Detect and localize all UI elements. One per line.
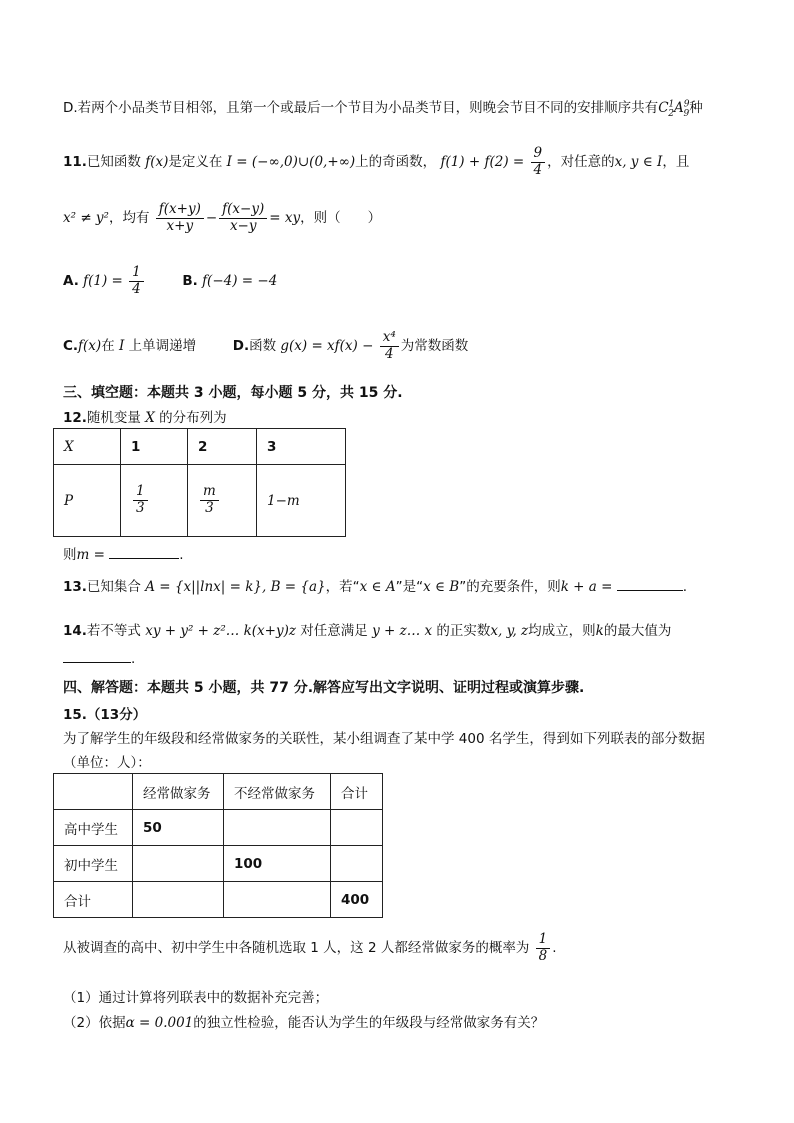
q12-number: 12. <box>63 410 87 426</box>
q12-stem: 12.随机变量 X 的分布列为 <box>63 410 227 426</box>
q15-table-cell <box>224 810 331 846</box>
q12-table-cell: 1 <box>121 429 188 465</box>
table-row <box>54 882 383 918</box>
q12-answer-blank[interactable] <box>109 558 179 559</box>
q14-stem: 14.若不等式 xy + y² + z²… k(x+y)z 对任意满足 y + z… x 的正实数x, y, z均成立，则k的最大值为 <box>63 623 672 639</box>
q15-table-cell <box>331 810 383 846</box>
q12-table-cell <box>121 465 188 537</box>
q15-table-cell <box>133 882 224 918</box>
q11-option-a-label: A. <box>63 273 79 290</box>
q11-sum-fraction: $\frac{9}{4}$ <box>531 146 546 178</box>
q15-table-header: 合计 <box>331 774 383 810</box>
q10-option-d-combination: $C^1_2A^9_9$ <box>658 99 690 119</box>
q15-part1: （1）通过计算将列联表中的数据补充完善； <box>63 990 329 1006</box>
section-4-title: 四、解答题：本题共 5 小题，共 77 分.解答应写出文字说明、证明过程或演算步骤. <box>63 680 585 696</box>
q15-table-cell <box>133 846 224 882</box>
q14-answer-line: . <box>63 651 135 667</box>
q11-fraction-2: $\frac{f(x-y)}{x-y}$ <box>219 202 267 234</box>
q15-table-cell <box>224 882 331 918</box>
table-row <box>54 774 383 810</box>
q15-intro-line2: （单位：人）： <box>63 755 151 771</box>
q11-option-c-label: C. <box>63 338 79 355</box>
q11-option-d-label: D. <box>232 338 250 355</box>
q12-table-cell: P <box>54 465 121 537</box>
q15-table-header: 经常做家务 <box>133 774 224 810</box>
q12-p1-fraction: $\frac{1}{3}$ <box>133 484 148 516</box>
q15-part2: （2）依据α = 0.001的独立性检验，能否认为学生的年级段与经常做家务有关？ <box>63 1015 545 1031</box>
q12-distribution-table <box>53 428 346 537</box>
q15-table-cell: 400 <box>331 882 383 918</box>
q15-table-cell: 100 <box>224 846 331 882</box>
q15-intro-line1: 为了解学生的年级段和经常做家务的关联性，某小组调查了某中学 400 名学生，得到如下列联表的部分数据 <box>63 731 705 747</box>
q14-answer-blank[interactable] <box>63 662 131 663</box>
q11-option-d-fraction: $\frac{\text{x⁴}}{4}$ <box>380 330 399 362</box>
q10-option-d <box>63 96 703 119</box>
q11-option-a-fraction: $\frac{1}{4}$ <box>129 265 144 297</box>
q15-table-cell: 初中学生 <box>54 846 133 882</box>
q10-option-d-tail: 种 <box>689 100 703 116</box>
q12-table-cell: X <box>54 429 121 465</box>
q10-option-d-text: D.若两个小品类节目相邻，且第一个或最后一个节目为小品类节目，则晚会节目不同的安排顺序共有 <box>63 100 659 116</box>
q15-contingency-table <box>53 773 383 918</box>
q15-table-cell: 高中学生 <box>54 810 133 846</box>
q11-option-b-label: B. <box>182 273 198 290</box>
q15-table-header: 不经常做家务 <box>224 774 331 810</box>
q13-stem: 13.已知集合 A = {x||lnx| = k}, B = {a}，若“x ∈ A”是“x ∈ B”的充要条件，则k + a = . <box>63 579 688 595</box>
q12-table-cell: 3 <box>257 429 346 465</box>
q14-number: 14. <box>63 623 87 639</box>
q15-table-cell: 合计 <box>54 882 133 918</box>
q12-answer-line: 则m = . <box>63 547 184 563</box>
q12-table-cell: 2 <box>188 429 257 465</box>
q15-table-header <box>54 774 133 810</box>
q13-answer-blank[interactable] <box>617 590 683 591</box>
q15-table-cell <box>331 846 383 882</box>
q12-p2-fraction: $\frac{m}{3}$ <box>200 484 219 516</box>
q15-probability-line: 从被调查的高中、初中学生中各随机选取 1 人，这 2 人都经常做家务的概率为 $\frac{1}{8}$ . <box>63 931 557 964</box>
section-3-title: 三、填空题：本题共 3 小题，每小题 5 分，共 15 分. <box>63 385 403 401</box>
q12-table-cell: 1−m <box>257 465 346 537</box>
q11-number: 11. <box>63 154 87 171</box>
q11-stem-line2: x² ≠ y²，均有 $\frac{f(x+y)}{x+y}$ − $\frac{f(x-y)}{x-y}$ = xy，则（ ） <box>63 201 382 234</box>
q12-table-cell <box>188 465 257 537</box>
table-row <box>54 465 346 537</box>
q13-number: 13. <box>63 579 87 595</box>
q11-options-cd: C.f(x)在 I 上单调递增 D.函数 g(x) = xf(x) − $\frac{\text{x⁴}}{4}$ 为常数函数 <box>63 329 469 362</box>
q15-header: 15.（13分） <box>63 707 147 723</box>
q11-stem-line1: 11.已知函数 f(x)是定义在 I = (−∞,0)∪(0,+∞)上的奇函数， f(1) + f(2) = $\frac{9}{4}$ ，对任意的x, y ∈ I，且 <box>63 145 690 178</box>
q11-fraction-1: $\frac{f(x+y)}{x+y}$ <box>156 202 204 234</box>
q15-probability-fraction: $\frac{1}{8}$ <box>536 932 551 964</box>
q15-table-cell: 50 <box>133 810 224 846</box>
q11-options-ab: A. f(1) = $\frac{1}{4}$ B. f(−4) = −4 <box>63 264 278 297</box>
table-row <box>54 429 346 465</box>
table-row <box>54 810 383 846</box>
table-row <box>54 846 383 882</box>
